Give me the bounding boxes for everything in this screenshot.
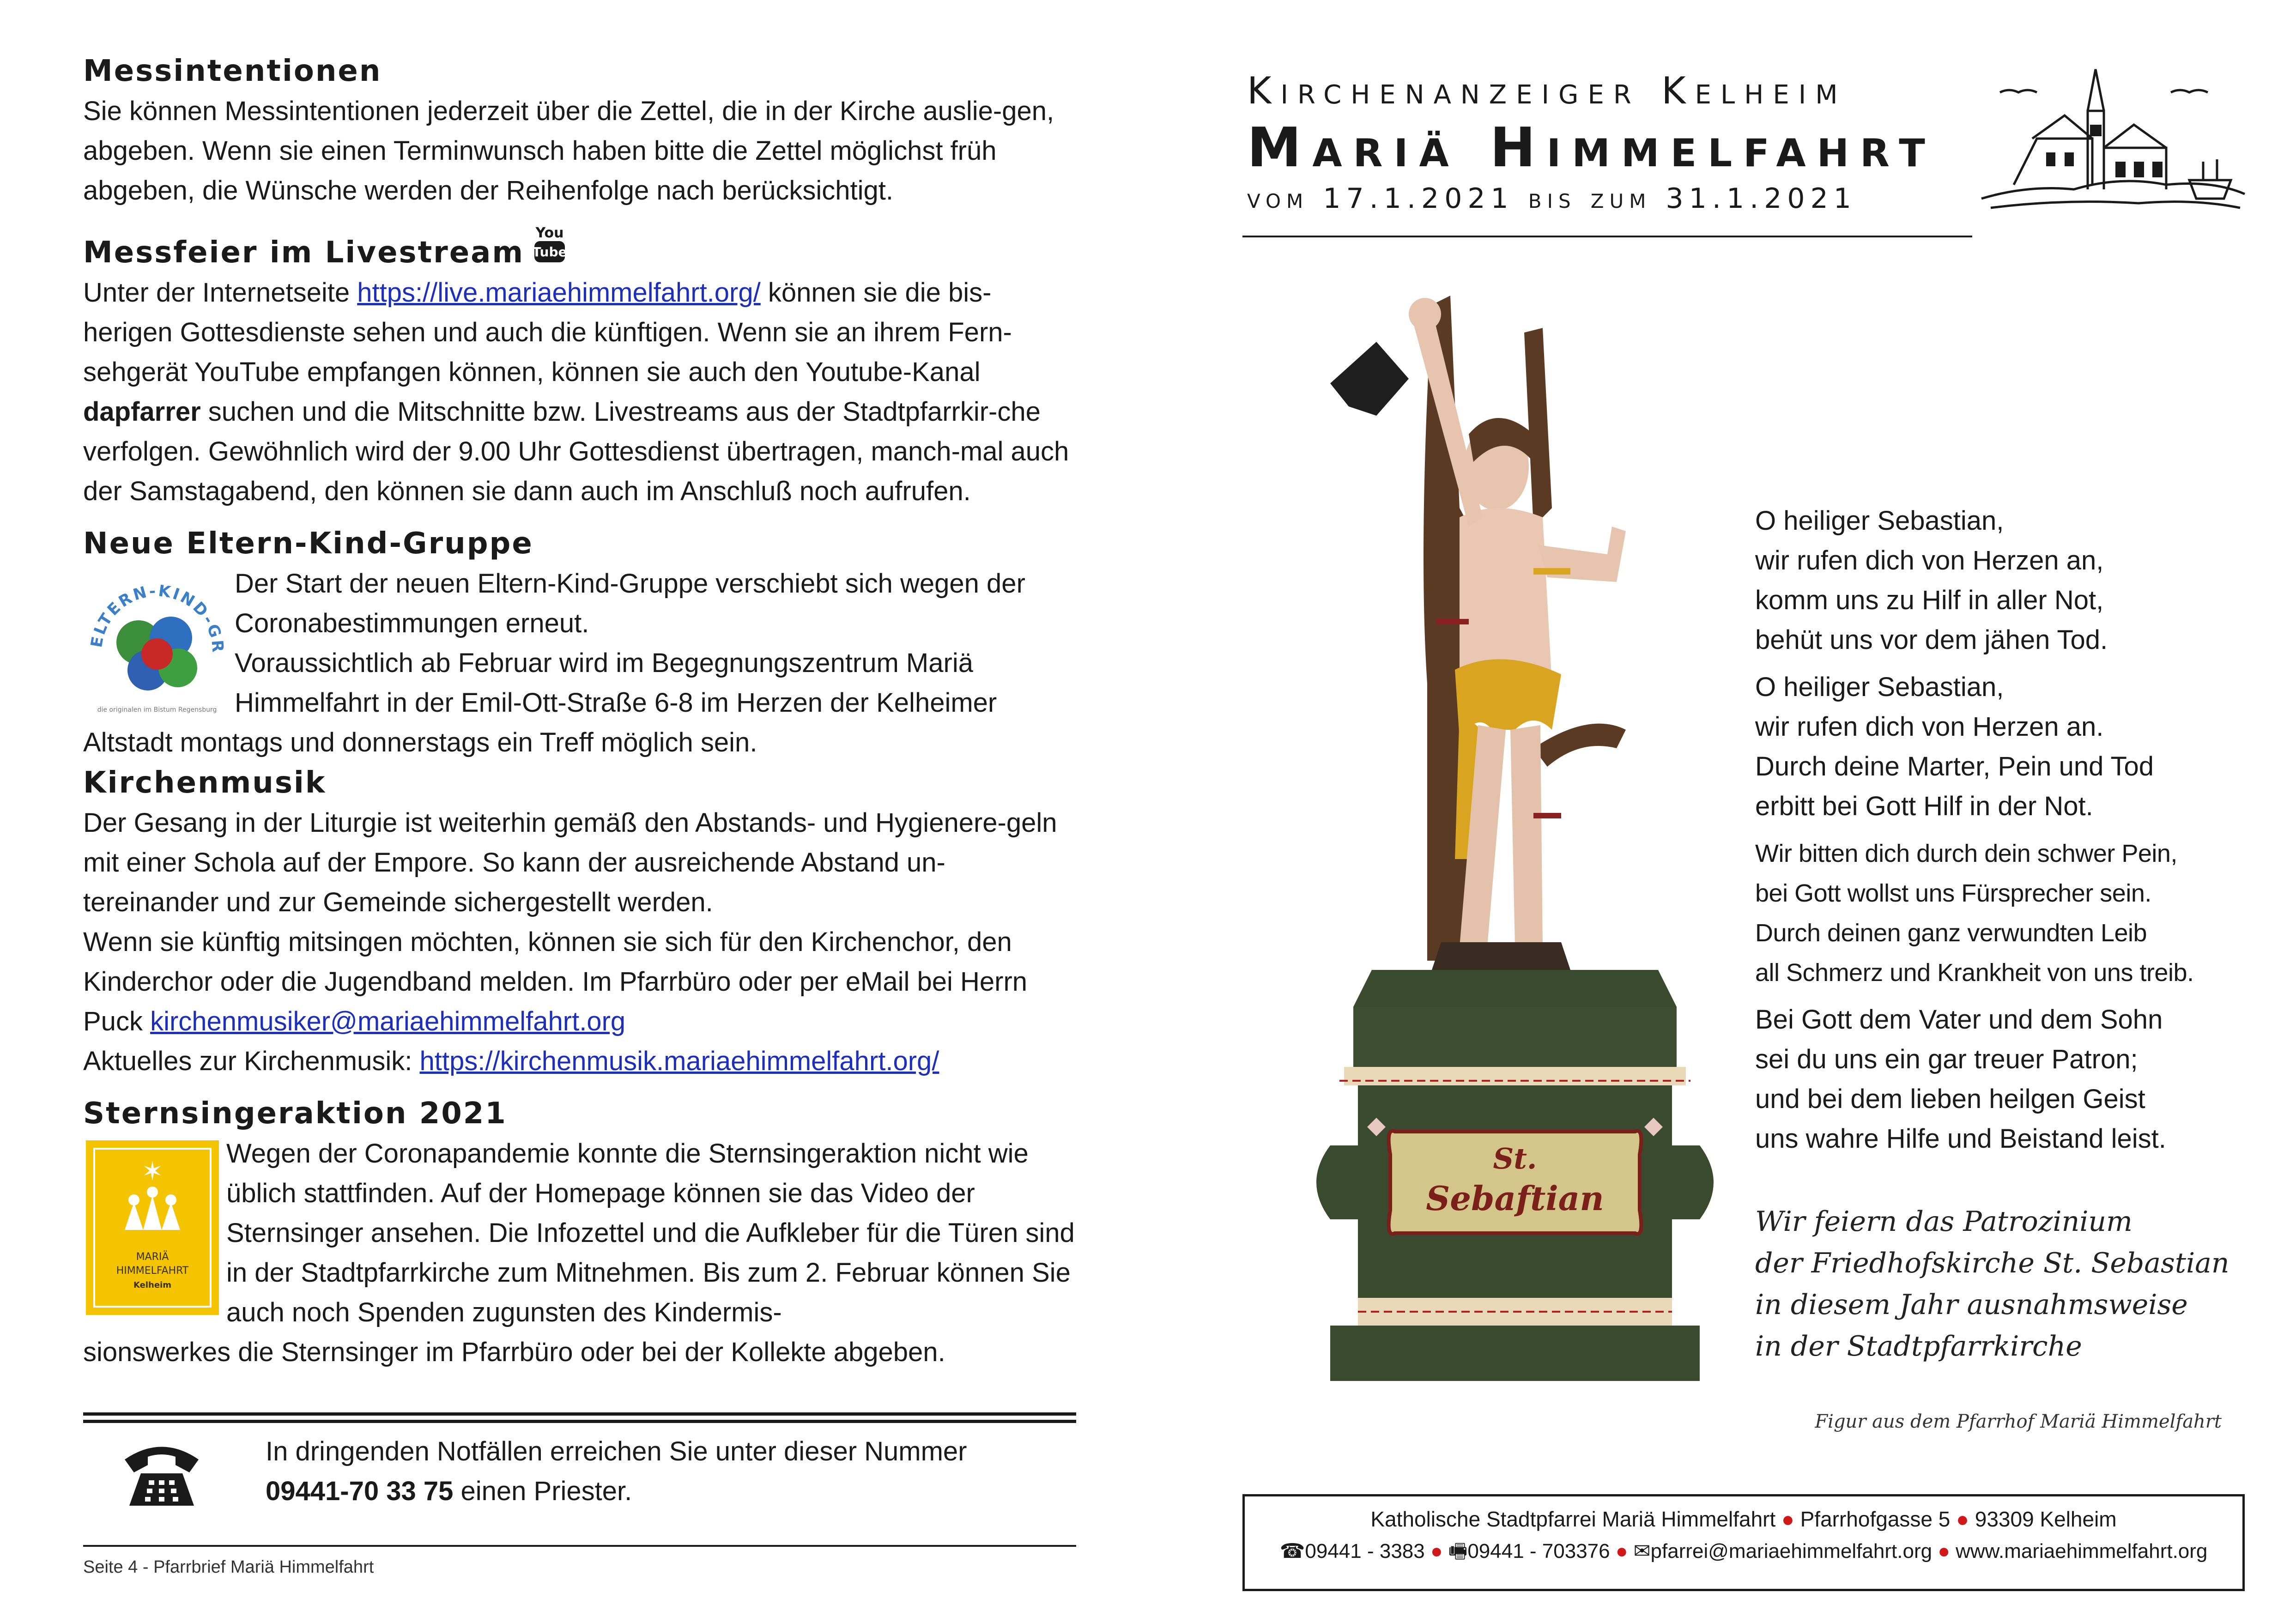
- livestream-heading-row: [83, 223, 1076, 273]
- heading-livestream: Messfeier im Livestream: [83, 236, 524, 270]
- poem-stanza-3: Wir bitten dich durch dein schwer Pein, bei Gott wollst uns Fürsprecher sein. Durch deinen ganz verwundten Leib all Schmerz und Krankheit von uns treib.: [1755, 840, 2194, 987]
- poem-stanza-1: O heiliger Sebastian, wir rufen dich von Herzen an, komm uns zu Hilf in aller Not, behüt uns vor dem jähen Tod.: [1755, 506, 2108, 655]
- plaque-line1: St.: [1493, 1142, 1537, 1175]
- bullet-dot: ●: [1615, 1540, 1628, 1562]
- left-page: [83, 51, 1076, 1372]
- bullet-dot: ●: [1956, 1507, 1969, 1531]
- contact-infobox: [1242, 1494, 2245, 1591]
- infobox-web[interactable]: www.mariaehimmelfahrt.org: [1956, 1540, 2208, 1562]
- livestream-text: Unter der Internetseite https://live.mariaehimmelfahrt.org/ können sie die bis-herigen Gottesdienste sehen und auch die künftigen. Wenn sie an ihrem Fern-sehgerät YouTube empfangen können, können sie auch den Youtube-Kanal dapfarrer suchen und die Mitschnitte bzw. Livestreams aus der Stadtpfarrkir-che verfolgen. Gewöhnlich wird der 9.00 Uhr Gottesdienst übertragen, manch-mal auch der Samstagabend, den können sie dann auch im Anschluß noch aufrufen.: [83, 278, 1069, 506]
- sternsinger-p1: Wegen der Coronapandemie konnte die Sternsingeraktion nicht wie üblich stattfinden. Auf der Homepage können sie das Video der Sternsinger ansehen. Die Infozettel und die Aufkleber für die Türen sind in der Stadtpfarrkirche zum Mitnehmen. Bis zum 2. Februar können Sie auch noch Spenden zugunsten des Kindermis-: [226, 1139, 1075, 1327]
- youtube-icon: [533, 223, 566, 266]
- footer-divider: [83, 1545, 1076, 1547]
- messintentionen-text: Sie können Messintentionen jederzeit über die Zettel, die in der Kirche auslie-gen, abgeben. Wenn sie einen Terminwunsch haben bitte die Zettel möglichst früh abgeben, die Wünsche werden der Reihenfolge nach berücksichtigt.: [83, 96, 1054, 206]
- star-icon: ✶: [141, 1157, 164, 1187]
- telephone-icon: [120, 1436, 203, 1513]
- notfall-text: In dringenden Notfällen erreichen Sie unter dieser Nummer 09441-70 33 75 einen Priester.: [266, 1436, 967, 1506]
- email-icon: ✉: [1633, 1540, 1651, 1562]
- logo-arc-text: ELTERN-KIND-GR: [87, 581, 227, 655]
- phone-icon: ☎: [1279, 1540, 1305, 1562]
- svg-text:Kelheim: Kelheim: [133, 1280, 171, 1290]
- title-underline: [1242, 236, 1972, 237]
- sternsinger-block: [83, 1134, 1076, 1372]
- bullet-dot: ●: [1938, 1540, 1950, 1562]
- bullet-dot: ●: [1781, 1507, 1794, 1531]
- title-mariae-himmelfahrt: Mariä Himmelfahrt: [1247, 115, 1936, 179]
- fax-icon: 🖷: [1448, 1540, 1468, 1562]
- kirchenmusik-link[interactable]: https://kirchenmusik.mariaehimmelfahrt.org/: [419, 1046, 939, 1076]
- livestream-link[interactable]: https://live.mariaehimmelfahrt.org/: [357, 278, 761, 308]
- svg-text:MARIÄ: MARIÄ: [136, 1251, 169, 1263]
- infobox-contact-line: ☎09441 - 3383 ● 🖷09441 - 703376 ● ✉pfarrei@mariaehimmelfahrt.org ● www.mariaehimmelfahrt.org: [1279, 1540, 2208, 1562]
- title-kirchenanzeiger: Kirchenanzeiger Kelheim: [1247, 69, 1847, 112]
- sternsinger-logo: [83, 1138, 222, 1318]
- svg-text:You: You: [535, 225, 564, 241]
- bullet-dot: ●: [1430, 1540, 1443, 1562]
- page-footer: Seite 4 - Pfarrbrief Mariä Himmelfahrt: [83, 1557, 374, 1577]
- kirchenmusik-p2: Wenn sie künftig mitsingen möchten, können sie sich für den Kirchenchor, den Kinderchor oder die Jugendband melden. Im Pfarrbüro oder per eMail bei Herrn Puck kirchenmusiker@mariaehimmelfahrt.org: [83, 927, 1028, 1036]
- heading-kirchenmusik: Kirchenmusik: [83, 766, 327, 800]
- divider-top-2: [83, 1420, 1076, 1423]
- poem-stanza-4: Bei Gott dem Vater und dem Sohn sei du uns ein gar treuer Patron; und bei dem lieben heilgen Geist uns wahre Hilfe und Beistand leist.: [1755, 1005, 2166, 1154]
- church-sketch-icon: [1972, 60, 2249, 238]
- kirchenmusik-p3: Aktuelles zur Kirchenmusik: https://kirchenmusik.mariaehimmelfahrt.org/: [83, 1046, 939, 1076]
- elternkind-block: [83, 564, 1076, 763]
- infobox-email[interactable]: pfarrei@mariaehimmelfahrt.org: [1650, 1540, 1933, 1562]
- elternkind-p2a: Voraussichtlich ab Februar wird im Begegnungszentrum Mariä Himmelfahrt in der Emil-Ott-Straße 6-8 im Herzen der Kelheimer: [235, 648, 997, 718]
- kirchenmusik-p1: Der Gesang in der Liturgie ist weiterhin gemäß den Abstands- und Hygienere-geln mit einer Schola auf der Empore. So kann der ausreichende Abstand un-tereinander und zur Gemeinde sichergestellt werden.: [83, 808, 1057, 917]
- elternkind-p2b: Altstadt montags und donnerstags ein Treff möglich sein.: [83, 727, 757, 757]
- statue-image: [1275, 268, 1737, 1388]
- kirchenmusik-email-link[interactable]: kirchenmusiker@mariaehimmelfahrt.org: [150, 1006, 626, 1036]
- patrozinium-announcement: Wir feiern das Patrozinium der Friedhofskirche St. Sebastian in diesem Jahr ausnahmsweise in der Stadtpfarrkirche: [1755, 1205, 2229, 1363]
- svg-text:HIMMELFAHRT: HIMMELFAHRT: [116, 1265, 189, 1277]
- sternsinger-p2: sionswerkes die Sternsinger im Pfarrbüro oder bei der Kollekte abgeben.: [83, 1337, 945, 1367]
- title-date-range: vom 17.1.2021 bis zum 31.1.2021: [1247, 182, 1857, 215]
- heading-elternkind: Neue Eltern-Kind-Gruppe: [83, 527, 533, 561]
- figure-caption: Figur aus dem Pfarrhof Mariä Himmelfahrt: [1815, 1411, 2222, 1432]
- eltern-kind-logo: [83, 564, 231, 716]
- logo-caption: die originalen im Bistum Regensburg: [97, 706, 217, 714]
- notfall-number: 09441-70 33 75: [266, 1476, 454, 1506]
- infobox-address-line: Katholische Stadtpfarrei Mariä Himmelfahrt ● Pfarrhofgasse 5 ● 93309 Kelheim: [1370, 1507, 2117, 1531]
- divider-top-1: [83, 1412, 1076, 1416]
- channel-name: dapfarrer: [83, 397, 201, 427]
- heading-sternsinger: Sternsingeraktion 2021: [83, 1096, 507, 1131]
- plaque-line2: Sebaftian: [1426, 1179, 1604, 1218]
- elternkind-p1: Der Start der neuen Eltern-Kind-Gruppe verschiebt sich wegen der Coronabestimmungen erneut.: [235, 569, 1025, 638]
- svg-text:Tube: Tube: [533, 244, 566, 260]
- poem-stanza-2: O heiliger Sebastian, wir rufen dich von Herzen an. Durch deine Marter, Pein und Tod erbitt bei Gott Hilf in der Not.: [1755, 672, 2154, 821]
- heading-messintentionen: Messintentionen: [83, 54, 382, 88]
